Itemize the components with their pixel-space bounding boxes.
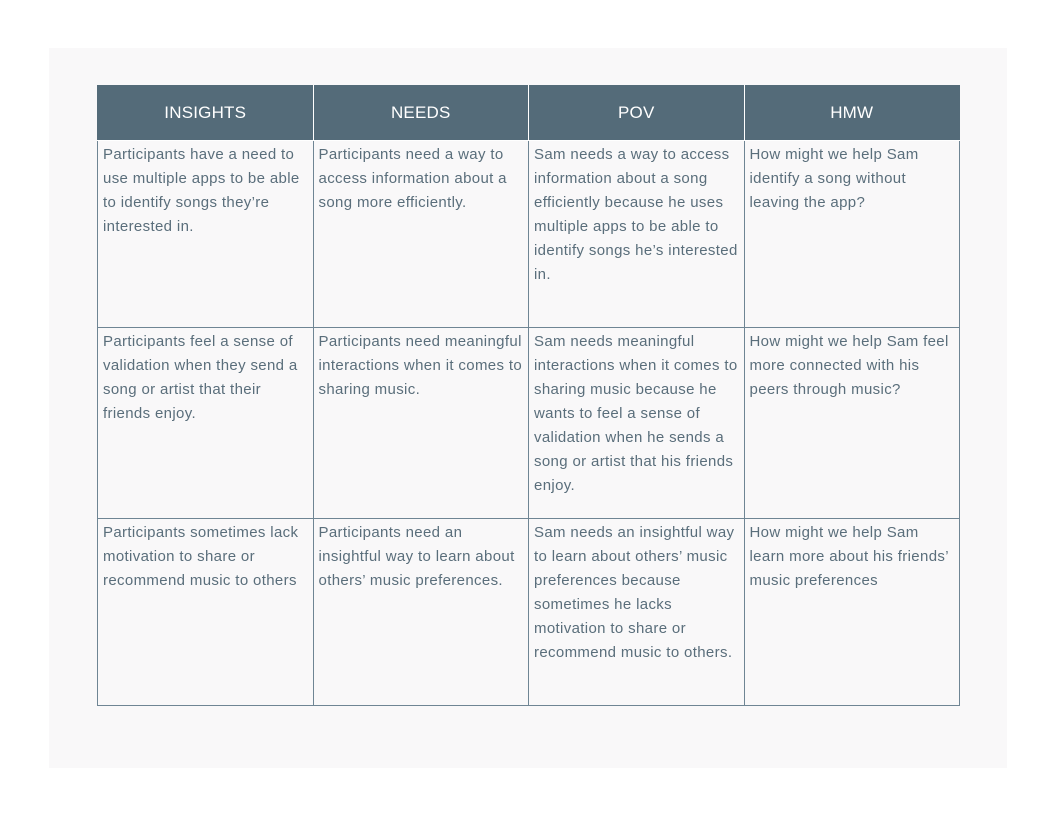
header-insights: INSIGHTS — [98, 86, 314, 141]
cell-hmw: How might we help Sam learn more about his friends’ music preferences — [744, 519, 960, 706]
header-hmw: HMW — [744, 86, 960, 141]
cell-pov: Sam needs meaningful interactions when it comes to sharing music because he wants to feel a sense of validation when he sends a song or artist that his friends enjoy. — [529, 328, 745, 519]
cell-hmw: How might we help Sam identify a song without leaving the app? — [744, 141, 960, 328]
table-row — [98, 141, 960, 328]
cell-pov: Sam needs an insightful way to learn about others’ music preferences because sometimes he lacks motivation to share or recommend music to others. — [529, 519, 745, 706]
cell-need: Participants need an insightful way to learn about others’ music preferences. — [313, 519, 529, 706]
table-row — [98, 519, 960, 706]
table-row — [98, 328, 960, 519]
header-row — [98, 86, 960, 141]
cell-pov: Sam needs a way to access information about a song efficiently because he uses multiple apps to be able to identify songs he’s interested in. — [529, 141, 745, 328]
cell-insight: Participants feel a sense of validation when they send a song or artist that their friends enjoy. — [98, 328, 314, 519]
cell-insight: Participants sometimes lack motivation to share or recommend music to others — [98, 519, 314, 706]
header-needs: NEEDS — [313, 86, 529, 141]
cell-hmw: How might we help Sam feel more connected with his peers through music? — [744, 328, 960, 519]
header-pov: POV — [529, 86, 745, 141]
document-page — [49, 48, 1007, 768]
insights-table — [97, 85, 960, 706]
cell-need: Participants need meaningful interactions when it comes to sharing music. — [313, 328, 529, 519]
cell-need: Participants need a way to access information about a song more efficiently. — [313, 141, 529, 328]
cell-insight: Participants have a need to use multiple apps to be able to identify songs they’re interested in. — [98, 141, 314, 328]
